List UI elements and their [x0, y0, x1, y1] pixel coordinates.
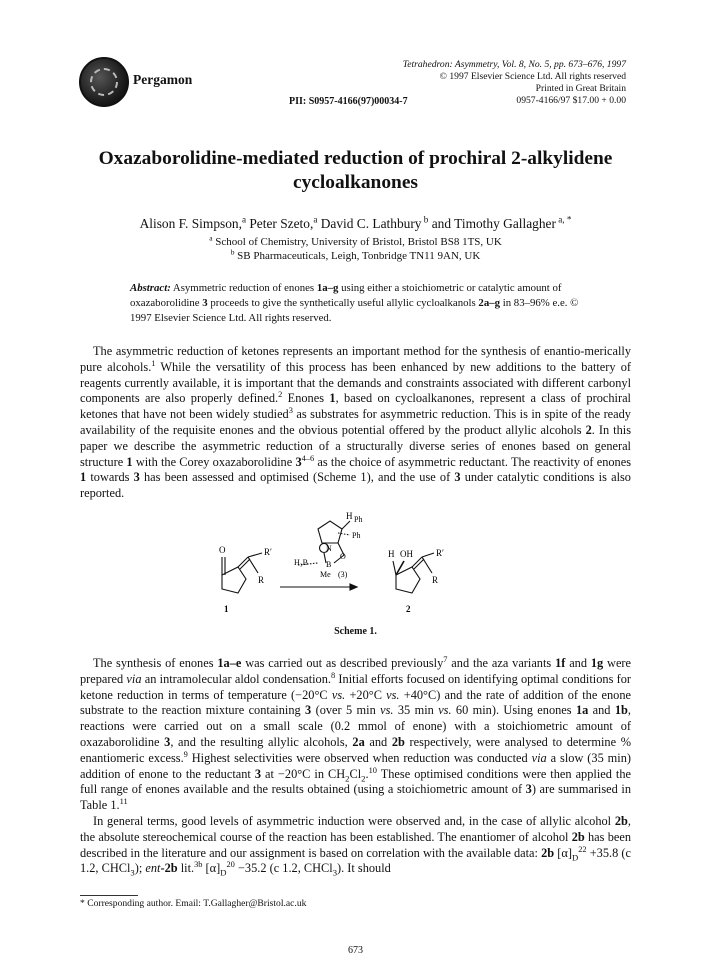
results-paragraph-2: In general terms, good levels of asymmetric induction were observed and, in the case of allylic alcohol 2b, the absolute stereochemical course of the reaction has been established. The enantiomer of alcohol 2b has been described in the literature and our assignment is based on correlation with the available data: 2b $[\alpha]_D^{22} +35.8$ (c 1.2, CHCl$_3$); ent-2b lit.$^{3b}$ $[\alpha]_D^{20} -35.2$ (c 1.2, CHCl$_3$). It should [80, 813, 631, 878]
journal-info [403, 59, 626, 107]
reagent-number: (3) [338, 570, 348, 579]
alcohol-r-label: R [432, 575, 439, 585]
catalyst-ph-label-2: Ph [352, 531, 361, 540]
abstract: Abstract: Asymmetric reduction of enones 1a–g using either a stoichiometric or catalytic amount of oxazaborolidine 3 proceeds to give the synthetically useful allylic cycloalkanols 2a–g in 83–96% e.e. © 1997 Elsevier Science Ltd. All rights reserved. [130, 282, 579, 324]
enone-r-label: R [258, 575, 265, 585]
title-line-2: cycloalkanones [293, 172, 418, 193]
author-1: Alison F. Simpson, [139, 216, 242, 231]
scheme-1-diagram [200, 507, 500, 625]
allylic-alcohol-structure [393, 553, 434, 593]
catalyst-h-label: H [346, 511, 353, 521]
author-1-affil: a [241, 214, 247, 225]
title-line-1: Oxazaborolidine-mediated reduction of prochiral 2-alkylidene [98, 148, 613, 169]
publisher-name: Pergamon [133, 72, 193, 87]
catalyst-o-label: O [340, 552, 346, 561]
paper-title [80, 147, 631, 195]
compound-2-number: 2 [406, 604, 411, 614]
catalyst-b-label: B [326, 560, 332, 569]
enone-structure [222, 553, 265, 593]
affiliations [80, 235, 631, 263]
results-paragraph-1: The synthesis of enones 1a–e was carried out as described previously$^7$ and the aza variants 1f and 1g were prepared via an intramolecular aldol condensation.$^8$ Initial efforts focused on identifying optimal conditions for ketone reduction in terms of temperature (−20°C vs. +20°C vs. +40°C) and the rate of addition of the enone substrate to the reaction mixture containing 3 (over 5 min vs. 35 min vs. 60 min). Using enones 1a and 1b, reactions were carried out on a small scale (0.2 mmol of enone) with a stoichiometric amount of oxazaborolidine 3, and the resulting allylic alcohols, 2a and 2b respectively, were analysed to determine % enantiomeric excess.$^9$ Highest selectivities were observed when reduction was conducted via a slow (35 min) addition of enone to the reductant 3 at −20°C in $CH_2Cl_2.^{10}$ These optimised conditions were then applied the full range of enones available and the results obtained (using a stoichiometric amount of 3) are summarised in Table 1.11 [80, 654, 632, 813]
alcohol-oh-label: OH [400, 549, 413, 559]
journal-citation: Tetrahedron: Asymmetry, Vol. 8, No. 5, pp. 673–676, 1997 [402, 59, 626, 70]
abstract-label: Abstract: [130, 282, 171, 294]
catalyst-me-label: Me [320, 570, 331, 579]
issn-price-line: 0957-4166/97 $17.00 + 0.00 [516, 95, 626, 106]
author-4-affil: a, * [555, 214, 572, 225]
author-4: and Timothy Gallagher [428, 216, 556, 231]
affiliation-b: $^b$ SB Pharmaceuticals, Leigh, Tonbridge TN11 9AN, UK [230, 247, 481, 262]
author-2: Peter Szeto, [246, 216, 314, 231]
intro-paragraph: The asymmetric reduction of ketones represents an important method for the synthesis of enantio-merically pure alcohols.$^1$ While the versatility of this process has been enhanced by new additions to the battery of reagents currently available, it is important that the demands and constraints associated with different carbonyl components are also properly defined.$^2$ Enones 1, based on cycloalkanones, represent a class of prochiral ketones that have not been widely studied$^3$ as substrates for asymmetric reduction. This is in spite of the ready availability of the requisite enones and the obvious potential offered by the product allylic alcohols 2. In this paper we describe the asymmetric reduction of a structurally diverse series of enones based on general structure 1 with the Corey oxazaborolidine 3$^{4-6}$ as the choice of asymmetric reductant. The reactivity of enones 1 towards 3 has been assessed and optimised (Scheme 1), and the use of 3 under catalytic conditions is also reported. [80, 344, 632, 501]
printed-line: Printed in Great Britain [535, 83, 626, 94]
affiliation-a: $^a$ School of Chemistry, University of Bristol, Bristol BS8 1TS, UK [209, 233, 502, 248]
publisher-logo [79, 57, 129, 107]
enone-o-label: O [219, 545, 226, 555]
author-3-affil: b [421, 214, 429, 225]
page-number: 673 [348, 945, 363, 956]
footnote-divider [80, 895, 138, 896]
corresponding-author-footnote: * Corresponding author. Email: T.Gallagher@Bristol.ac.uk [80, 898, 307, 909]
pii-code: PII: S0957-4166(97)00034-7 [289, 96, 408, 107]
scheme-caption: Scheme 1. [334, 626, 377, 637]
catalyst-n-label: N [326, 544, 332, 553]
author-2-affil: a [313, 214, 318, 225]
results-paragraphs [80, 656, 631, 877]
catalyst-ph-label-1: Ph [354, 515, 363, 524]
alcohol-rprime-label: R′ [436, 548, 444, 558]
copyright-line: © 1997 Elsevier Science Ltd. All rights reserved [439, 71, 626, 82]
enone-rprime-label: R′ [264, 547, 272, 557]
author-3: David C. Lathbury [317, 216, 422, 231]
compound-1-number: 1 [224, 604, 229, 614]
catalyst-h3b-label: H₃B [294, 558, 308, 567]
author-list [80, 216, 631, 232]
alcohol-h-label: H [388, 549, 395, 559]
